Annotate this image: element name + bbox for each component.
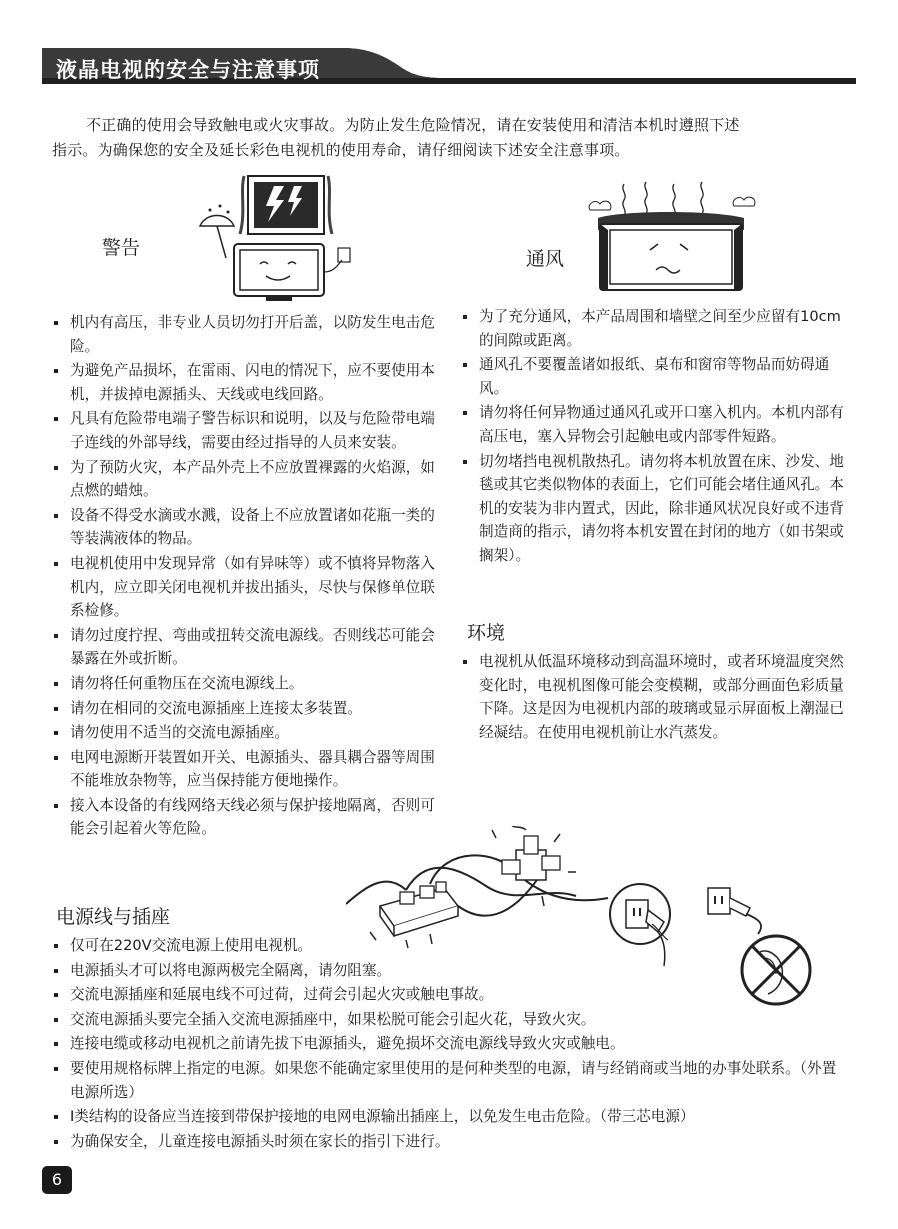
environment-list: [461, 650, 853, 745]
intro-text: [52, 113, 850, 163]
intro-paragraph-line-2: 指示。为确保您的安全及延长彩色电视机的使用寿命，请仔细阅读下述安全注意事项。: [52, 141, 630, 159]
ventilation-item: 切勿堵挡电视机散热孔。请勿将本机放置在床、沙发、地毯或其它类似物体的表面上，它们可能会堵住通风孔。本机的安装为非内置式，因此，除非通风状况良好或不违背制造商的指示，请勿将本机安置在封闭的地方（如书架或搁架）。: [461, 450, 853, 568]
warning-item: 电网电源断开装置如开关、电源插头、器具耦合器等周围不能堆放杂物等，应当保持能方便地操作。: [52, 746, 444, 793]
warning-item: 机内有高压，非专业人员切勿打开后盖，以防发生电击危险。: [52, 311, 444, 358]
power-item: Ⅰ类结构的设备应当连接到带保护接地的电网电源输出插座上，以免发生电击危险。（带三芯电源）: [52, 1105, 852, 1129]
ventilation-list: [461, 305, 853, 569]
power-item: 连接电缆或移动电视机之前请先拔下电源插头，避免损坏交流电源线导致火灾或触电。: [52, 1032, 852, 1056]
warning-item: 请勿过度拧捏、弯曲或扭转交流电源线。否则线芯可能会暴露在外或折断。: [52, 624, 444, 671]
page-number: 6: [42, 1166, 72, 1194]
warning-item: 电视机使用中发现异常（如有异味等）或不慎将异物落入机内，应立即关闭电视机并拔出插头，尽快与保修单位联系检修。: [52, 552, 444, 623]
warning-item: 为了预防火灾，本产品外壳上不应放置裸露的火焰源，如点燃的蜡烛。: [52, 456, 444, 503]
warning-item: 接入本设备的有线网络天线必须与保护接地隔离，否则可能会引起着火等危险。: [52, 794, 444, 841]
power-item: 为确保安全，儿童连接电源插头时须在家长的指引下进行。: [52, 1130, 852, 1154]
power-item: 交流电源插座和延展电线不可过荷，过荷会引起火灾或触电事故。: [52, 983, 852, 1007]
warning-item: 请勿将任何重物压在交流电源线上。: [52, 672, 444, 696]
warning-item: 凡具有危险带电端子警告标识和说明，以及与危险带电端子连线的外部导线，需要由经过指导的人员来安装。: [52, 407, 444, 454]
ventilation-item: 请勿将任何异物通过通风孔或开口塞入机内。本机内部有高压电，塞入异物会引起触电或内部零件短路。: [461, 401, 853, 448]
power-item: 交流电源插头要完全插入交流电源插座中，如果松脱可能会引起火花，导致火灾。: [52, 1008, 852, 1032]
power-item: 电源插头才可以将电源两极完全隔离，请勿阻塞。: [52, 959, 852, 983]
ventilation-item: 为了充分通风，本产品周围和墙壁之间至少应留有10cm的间隙或距离。: [461, 305, 853, 352]
power-list: [52, 934, 852, 1154]
overloaded-socket-illustration: [346, 826, 612, 950]
warning-item: 请勿使用不适当的交流电源插座。: [52, 721, 444, 745]
section-header: [42, 46, 856, 84]
ventilation-item: 通风孔不要覆盖诸如报纸、桌布和窗帘等物品而妨碍通风。: [461, 353, 853, 400]
power-item: 要使用规格标牌上指定的电源。如果您不能确定家里使用的是何种类型的电源，请与经销商或当地的办事处联系。（外置电源所选）: [52, 1057, 840, 1104]
environment-heading: 环境: [467, 622, 506, 644]
tv-lightning-illustration: [196, 172, 356, 304]
warning-item: 请勿在相同的交流电源插座上连接太多装置。: [52, 697, 444, 721]
warning-label: 警告: [102, 237, 141, 259]
ventilation-label: 通风: [526, 248, 565, 270]
page-title: 液晶电视的安全与注意事项: [56, 58, 320, 82]
warning-item: 设备不得受水滴或水溅，设备上不应放置诸如花瓶一类的等装满液体的物品。: [52, 504, 444, 551]
environment-item: 电视机从低温环境移动到高温环境时，或者环境温度突然变化时，电视机图像可能会变模糊，或部分画面色彩质量下降。这是因为电视机内部的玻璃或显示屏面板上潮湿已经凝结。在使用电视机前让水汽蒸发。: [461, 650, 853, 744]
warning-list: [52, 311, 444, 842]
warning-item: 为避免产品损坏，在雷雨、闪电的情况下，应不要使用本机，并拔掉电源插头、天线或电线回路。: [52, 359, 444, 406]
power-heading: 电源线与插座: [56, 906, 171, 928]
power-item: 仅可在220V交流电源上使用电视机。: [52, 934, 852, 958]
intro-paragraph-line-1: 不正确的使用会导致触电或火灾事故。为防止发生危险情况，请在安装使用和清洁本机时遵照下述: [86, 116, 740, 134]
tv-ventilation-illustration: [584, 180, 760, 298]
